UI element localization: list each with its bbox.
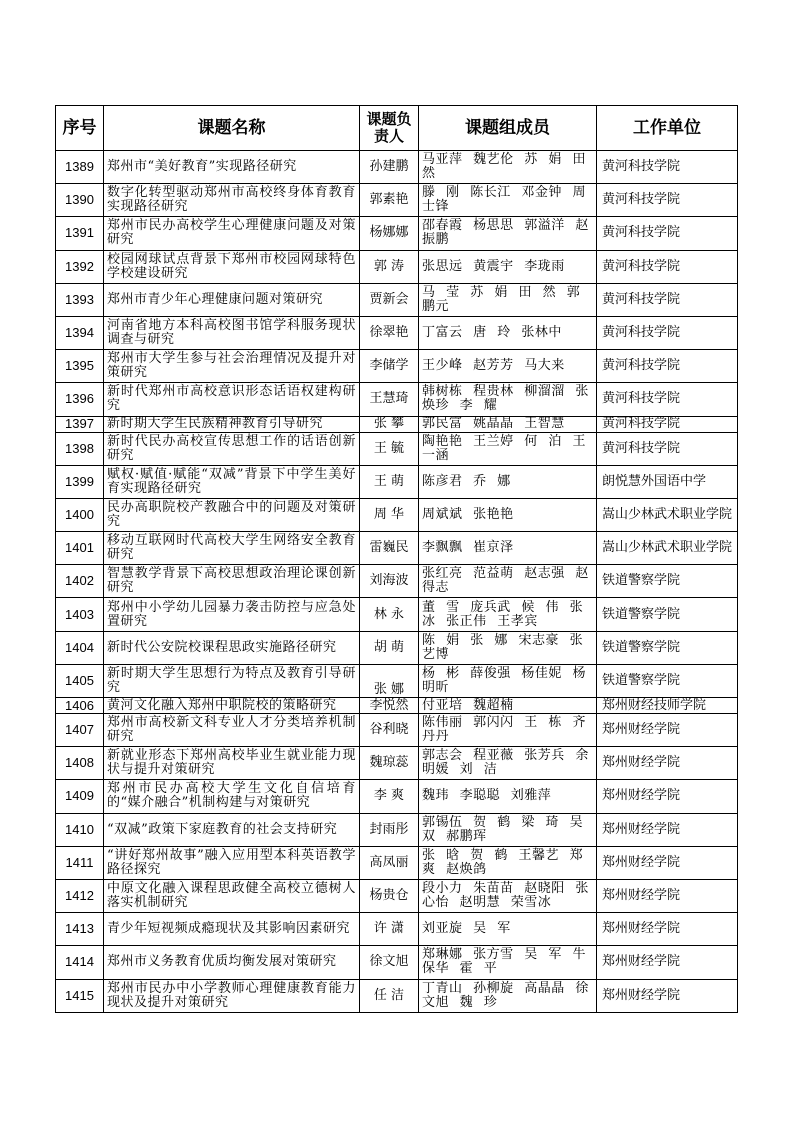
row-lead: 雷巍民	[360, 532, 419, 565]
row-lead: 王慧琦	[360, 383, 419, 416]
row-members: 滕 刚 陈长江 邓金钟 周士锋	[419, 184, 597, 217]
row-members: 韩树栋 程贵林 柳溜溜 张焕珍 李 耀	[419, 383, 597, 416]
row-members: 陈 娟 张 娜 宋志豪 张艺博	[419, 631, 597, 664]
table-row	[56, 283, 738, 316]
row-title: 数字化转型驱动郑州市高校终身体育教育实现路径研究	[104, 184, 360, 217]
row-number: 1394	[56, 316, 104, 349]
table-row	[56, 913, 738, 946]
row-title: 移动互联网时代高校大学生网络安全教育研究	[104, 532, 360, 565]
row-lead: 孙建鹏	[360, 151, 419, 184]
row-unit: 郑州财经学院	[597, 946, 738, 979]
row-number: 1401	[56, 532, 104, 565]
row-lead: 胡 萌	[360, 631, 419, 664]
header-unit: 工作单位	[597, 106, 738, 151]
row-lead: 徐翠艳	[360, 316, 419, 349]
header-lead: 课题负责人	[360, 106, 419, 151]
row-title: 郑州市大学生参与社会治理情况及提升对策研究	[104, 350, 360, 383]
row-number: 1400	[56, 498, 104, 531]
row-unit: 郑州财经学院	[597, 913, 738, 946]
row-title: 新时期大学生思想行为特点及教育引导研究	[104, 664, 360, 697]
row-number: 1410	[56, 813, 104, 846]
row-lead: 王 萌	[360, 465, 419, 498]
row-lead: 李 爽	[360, 780, 419, 813]
row-title: 新时代民办高校宣传思想工作的话语创新研究	[104, 432, 360, 465]
row-number: 1406	[56, 698, 104, 714]
header-title: 课题名称	[104, 106, 360, 151]
table-row	[56, 631, 738, 664]
row-unit: 铁道警察学院	[597, 565, 738, 598]
row-title: 郑州市“美好教育”实现路径研究	[104, 151, 360, 184]
row-title: 新就业形态下郑州高校毕业生就业能力现状与提升对策研究	[104, 747, 360, 780]
header-no: 序号	[56, 106, 104, 151]
row-members: 刘亚旋 吴 军	[419, 913, 597, 946]
row-number: 1411	[56, 846, 104, 879]
table-row	[56, 498, 738, 531]
row-title: 河南省地方本科高校图书馆学科服务现状调查与研究	[104, 316, 360, 349]
table-row	[56, 217, 738, 250]
row-members: 郭民富 姚晶晶 王智慧	[419, 416, 597, 432]
row-members: 陶艳艳 王兰婷 何 泊 王一涵	[419, 432, 597, 465]
row-members: 王少峰 赵芳芳 马大来	[419, 350, 597, 383]
row-members: 杨 彬 薛俊强 杨佳妮 杨明昕	[419, 664, 597, 697]
row-title: 郑州市民办中小学教师心理健康教育能力现状及提升对策研究	[104, 979, 360, 1012]
table-row	[56, 664, 738, 697]
row-number: 1391	[56, 217, 104, 250]
row-members: 郭锡伍 贺 鹤 梁 琦 吴 双 郝鹏珲	[419, 813, 597, 846]
row-lead: 徐文旭	[360, 946, 419, 979]
row-number: 1402	[56, 565, 104, 598]
table-row	[56, 879, 738, 912]
row-number: 1403	[56, 598, 104, 631]
row-members: 马亚萍 魏艺伦 苏 娟 田 然	[419, 151, 597, 184]
row-members: 付亚培 魏超楠	[419, 698, 597, 714]
row-title: 赋权·赋值·赋能“双减”背景下中学生美好育实现路径研究	[104, 465, 360, 498]
table-row	[56, 946, 738, 979]
row-title: 智慧教学背景下高校思想政治理论课创新研究	[104, 565, 360, 598]
row-lead: 贾新会	[360, 283, 419, 316]
row-unit: 铁道警察学院	[597, 664, 738, 697]
row-members: 郭志会 程亚薇 张芳兵 余明媛 刘 洁	[419, 747, 597, 780]
row-unit: 黄河科技学院	[597, 184, 738, 217]
row-lead: 张 攀	[360, 416, 419, 432]
row-number: 1398	[56, 432, 104, 465]
row-title: 郑州中小学幼儿园暴力袭击防控与应急处置研究	[104, 598, 360, 631]
row-lead: 许 潇	[360, 913, 419, 946]
row-unit: 郑州财经学院	[597, 979, 738, 1012]
project-table	[55, 105, 738, 1013]
row-unit: 黄河科技学院	[597, 416, 738, 432]
row-number: 1397	[56, 416, 104, 432]
row-unit: 铁道警察学院	[597, 631, 738, 664]
row-title: 新时期大学生民族精神教育引导研究	[104, 416, 360, 432]
table-row	[56, 383, 738, 416]
row-title: “讲好郑州故事”融入应用型本科英语教学路径探究	[104, 846, 360, 879]
row-title: “双减”政策下家庭教育的社会支持研究	[104, 813, 360, 846]
row-number: 1413	[56, 913, 104, 946]
row-number: 1404	[56, 631, 104, 664]
row-unit: 黄河科技学院	[597, 316, 738, 349]
row-number: 1395	[56, 350, 104, 383]
row-unit: 郑州财经学院	[597, 813, 738, 846]
row-lead: 魏琼蕊	[360, 747, 419, 780]
row-number: 1399	[56, 465, 104, 498]
row-members: 丁富云 唐 玲 张林中	[419, 316, 597, 349]
row-title: 郑州市高校新文科专业人才分类培养机制研究	[104, 714, 360, 747]
row-lead: 林 永	[360, 598, 419, 631]
row-title: 青少年短视频成瘾现状及其影响因素研究	[104, 913, 360, 946]
table-row	[56, 151, 738, 184]
row-unit: 黄河科技学院	[597, 250, 738, 283]
row-title: 中原文化融入课程思政健全高校立德树人落实机制研究	[104, 879, 360, 912]
row-number: 1392	[56, 250, 104, 283]
row-unit: 嵩山少林武术职业学院	[597, 498, 738, 531]
table-row	[56, 780, 738, 813]
table-row	[56, 598, 738, 631]
row-unit: 郑州财经学院	[597, 879, 738, 912]
table-row	[56, 846, 738, 879]
table-row	[56, 747, 738, 780]
table-row	[56, 316, 738, 349]
row-number: 1405	[56, 664, 104, 697]
row-number: 1415	[56, 979, 104, 1012]
row-unit: 朗悦慧外国语中学	[597, 465, 738, 498]
row-unit: 黄河科技学院	[597, 383, 738, 416]
row-unit: 黄河科技学院	[597, 283, 738, 316]
row-lead: 任 洁	[360, 979, 419, 1012]
row-unit: 黄河科技学院	[597, 151, 738, 184]
row-unit: 铁道警察学院	[597, 598, 738, 631]
row-members: 陈伟丽 郭闪闪 王 栋 齐丹丹	[419, 714, 597, 747]
row-members: 李飘飘 崔京泽	[419, 532, 597, 565]
row-members: 董 雪 庞兵武 候 伟 张 冰 张正伟 王孝宾	[419, 598, 597, 631]
row-members: 段小力 朱苗苗 赵晓阳 张心怡 赵明慧 荣雪冰	[419, 879, 597, 912]
row-number: 1390	[56, 184, 104, 217]
row-number: 1396	[56, 383, 104, 416]
row-unit: 郑州财经技师学院	[597, 698, 738, 714]
row-number: 1409	[56, 780, 104, 813]
table-row	[56, 416, 738, 432]
row-number: 1408	[56, 747, 104, 780]
row-lead: 谷利晓	[360, 714, 419, 747]
row-unit: 黄河科技学院	[597, 350, 738, 383]
row-members: 丁青山 孙柳旋 高晶晶 徐文旭 魏 珍	[419, 979, 597, 1012]
header-row	[56, 106, 738, 151]
row-members: 马 莹 苏 娟 田 然 郭鹏元	[419, 283, 597, 316]
row-members: 张 晗 贺 鹤 王馨艺 郑 爽 赵焕鸽	[419, 846, 597, 879]
table-row	[56, 250, 738, 283]
row-unit: 嵩山少林武术职业学院	[597, 532, 738, 565]
row-title: 郑州市义务教育优质均衡发展对策研究	[104, 946, 360, 979]
row-number: 1389	[56, 151, 104, 184]
row-title: 校园网球试点背景下郑州市校园网球特色学校建设研究	[104, 250, 360, 283]
row-members: 张思远 黄震宇 李珑雨	[419, 250, 597, 283]
row-lead: 李储学	[360, 350, 419, 383]
row-lead: 刘海波	[360, 565, 419, 598]
row-members: 张红亮 范益萌 赵志强 赵得志	[419, 565, 597, 598]
row-title: 新时代郑州市高校意识形态话语权建构研究	[104, 383, 360, 416]
table-row	[56, 465, 738, 498]
row-lead: 杨贵仓	[360, 879, 419, 912]
row-lead: 郭 涛	[360, 250, 419, 283]
row-title: 郑州市民办高校大学生文化自信培育的“媒介融合”机制构建与对策研究	[104, 780, 360, 813]
table-row	[56, 979, 738, 1012]
table-row	[56, 714, 738, 747]
row-title: 黄河文化融入郑州中职院校的策略研究	[104, 698, 360, 714]
row-members: 魏玮 李聪聪 刘雅萍	[419, 780, 597, 813]
row-unit: 郑州财经学院	[597, 747, 738, 780]
row-lead: 张 娜	[360, 664, 419, 697]
row-lead: 杨娜娜	[360, 217, 419, 250]
table-row	[56, 813, 738, 846]
row-lead: 周 华	[360, 498, 419, 531]
row-title: 民办高职院校产教融合中的问题及对策研究	[104, 498, 360, 531]
table-row	[56, 565, 738, 598]
row-unit: 黄河科技学院	[597, 432, 738, 465]
row-members: 郑琳娜 张方雪 吴 军 牛保华 霍 平	[419, 946, 597, 979]
row-title: 新时代公安院校课程思政实施路径研究	[104, 631, 360, 664]
row-unit: 黄河科技学院	[597, 217, 738, 250]
row-number: 1393	[56, 283, 104, 316]
row-members: 周斌斌 张艳艳	[419, 498, 597, 531]
row-number: 1407	[56, 714, 104, 747]
row-unit: 郑州财经学院	[597, 780, 738, 813]
row-lead: 郭素艳	[360, 184, 419, 217]
row-unit: 郑州财经学院	[597, 714, 738, 747]
row-title: 郑州市民办高校学生心理健康问题及对策研究	[104, 217, 360, 250]
table-row	[56, 698, 738, 714]
table-row	[56, 184, 738, 217]
row-lead: 李悦然	[360, 698, 419, 714]
table-row	[56, 532, 738, 565]
row-title: 郑州市青少年心理健康问题对策研究	[104, 283, 360, 316]
row-lead: 封雨彤	[360, 813, 419, 846]
header-members: 课题组成员	[419, 106, 597, 151]
table-row	[56, 432, 738, 465]
row-lead: 王 毓	[360, 432, 419, 465]
table-row	[56, 350, 738, 383]
row-lead: 高凤丽	[360, 846, 419, 879]
row-members: 邵春霞 杨思思 郭溢洋 赵振鹏	[419, 217, 597, 250]
row-members: 陈彦君 乔 娜	[419, 465, 597, 498]
row-unit: 郑州财经学院	[597, 846, 738, 879]
row-number: 1412	[56, 879, 104, 912]
row-number: 1414	[56, 946, 104, 979]
